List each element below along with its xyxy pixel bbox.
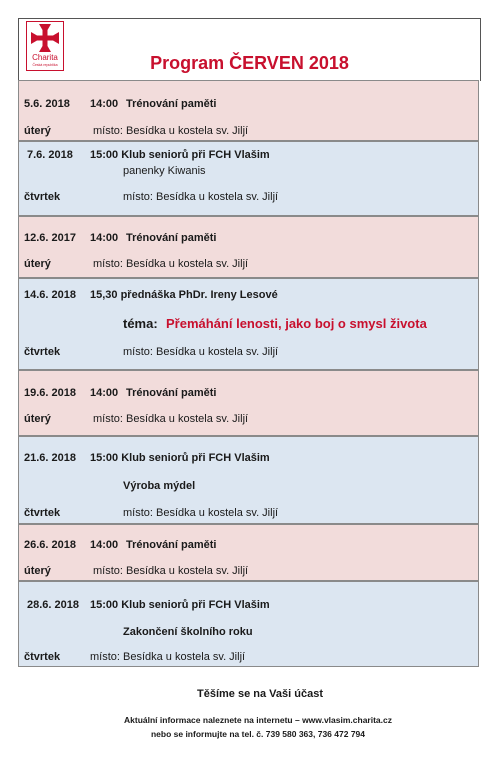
event-place: místo: Besídka u kostela sv. Jiljí	[123, 346, 279, 358]
event-date: 26.6. 2018	[24, 539, 76, 551]
event-title: Trénování paměti	[126, 539, 217, 551]
footer-thanks: Těšíme se na Vaši účast	[197, 688, 323, 700]
event-place: místo: Besídka u kostela sv. Jiljí	[93, 125, 249, 137]
footer-info-phone: nebo se informujte na tel. č. 739 580 363, 736 472 794	[150, 729, 366, 739]
event-time: 14:00	[90, 98, 119, 110]
event-day: čtvrtek	[24, 191, 61, 203]
event-block	[18, 436, 479, 524]
footer-info-web: Aktuální informace naleznete na internetu – www.vlasim.charita.cz	[124, 715, 392, 725]
header	[18, 18, 481, 81]
event-block	[18, 370, 479, 436]
event-block	[18, 524, 479, 581]
event-place: místo: Besídka u kostela sv. Jiljí	[90, 651, 246, 663]
event-day: čtvrtek	[24, 651, 61, 663]
event-day: úterý	[24, 125, 51, 137]
event-date: 28.6. 2018	[27, 599, 79, 611]
event-time: 14:00	[90, 387, 119, 399]
page-title: Program ČERVEN 2018	[150, 53, 349, 73]
event-block	[18, 80, 479, 141]
event-place: místo: Besídka u kostela sv. Jiljí	[93, 413, 249, 425]
event-block	[18, 581, 479, 667]
event-title: Trénování paměti	[126, 387, 217, 399]
event-day: čtvrtek	[24, 507, 61, 519]
event-title: 15,30 přednáška PhDr. Ireny Lesové	[90, 289, 278, 301]
event-place: místo: Besídka u kostela sv. Jiljí	[93, 258, 249, 270]
event-title: 15:00 Klub seniorů při FCH Vlašim	[90, 452, 270, 464]
event-detail: Výroba mýdel	[123, 480, 196, 492]
event-title: 15:00 Klub seniorů při FCH Vlašim	[90, 149, 270, 161]
event-place: místo: Besídka u kostela sv. Jiljí	[123, 507, 279, 519]
event-day: úterý	[24, 258, 51, 270]
event-date: 5.6. 2018	[24, 98, 70, 110]
event-date: 7.6. 2018	[27, 149, 73, 161]
logo-name: Charita	[32, 53, 58, 62]
event-day: úterý	[24, 413, 51, 425]
event-block	[18, 216, 479, 278]
event-place: místo: Besídka u kostela sv. Jiljí	[93, 565, 249, 577]
logo-subtitle: Česká republika	[32, 63, 58, 67]
event-day: úterý	[24, 565, 51, 577]
event-place: místo: Besídka u kostela sv. Jiljí	[123, 191, 279, 203]
event-detail: Zakončení školního roku	[123, 626, 253, 638]
event-time: 14:00	[90, 539, 119, 551]
event-detail: panenky Kiwanis	[123, 165, 206, 177]
event-day: čtvrtek	[24, 346, 61, 358]
theme-text: Přemáhání lenosti, jako boj o smysl života	[166, 316, 427, 331]
event-time: 14:00	[90, 232, 119, 244]
event-date: 14.6. 2018	[24, 289, 76, 301]
event-date: 19.6. 2018	[24, 387, 76, 399]
event-title: 15:00 Klub seniorů při FCH Vlašim	[90, 599, 270, 611]
theme-label: téma:	[123, 316, 158, 331]
event-title: Trénování paměti	[126, 98, 217, 110]
charita-cross-icon	[30, 24, 60, 52]
event-title: Trénování paměti	[126, 232, 217, 244]
event-block	[18, 141, 479, 216]
event-date: 12.6. 2017	[24, 232, 76, 244]
event-date: 21.6. 2018	[24, 452, 76, 464]
event-block	[18, 278, 479, 370]
